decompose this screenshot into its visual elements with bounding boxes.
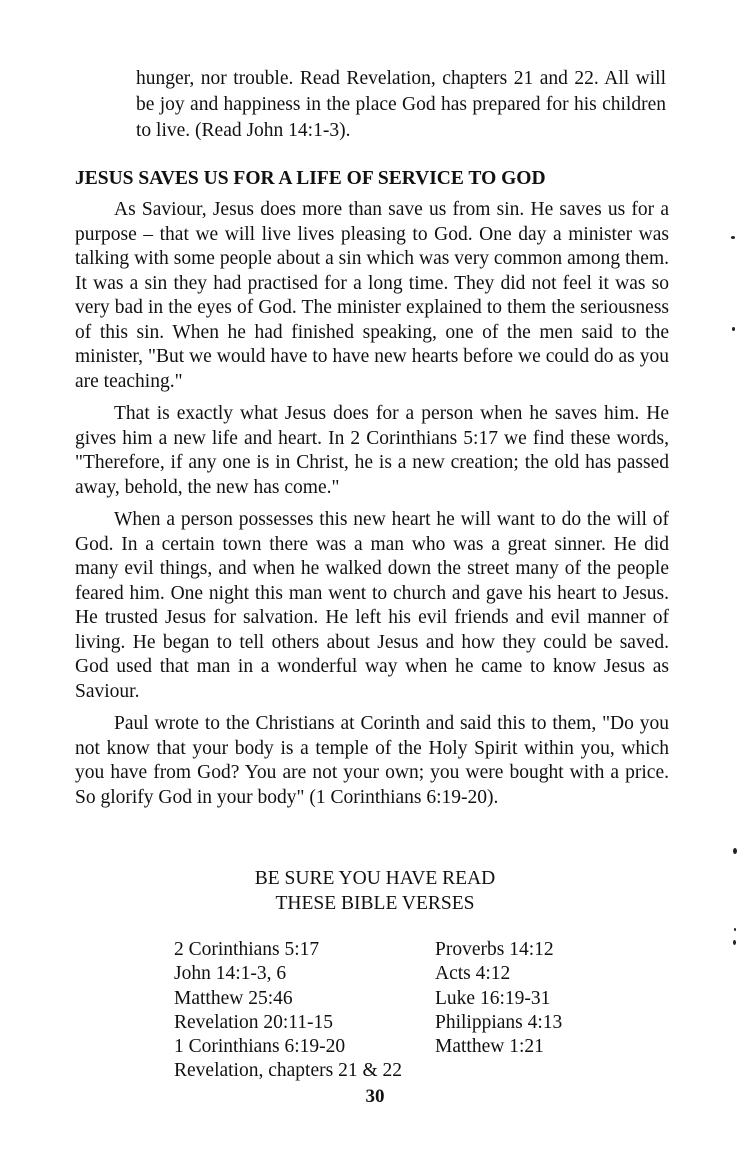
verse-reference: Acts 4:12 [435,963,511,985]
scan-speck [733,940,736,945]
paragraph-2: That is exactly what Jesus does for a person when he saves him. He gives him a new life and heart. In 2 Corinthians 5:17 we find these words, "Therefore, if any one is in Christ, he is a new creation; the old has passed away, behold, the new has come." [75,403,669,498]
page-number: 30 [365,1086,385,1107]
verse-column-left [174,938,434,1084]
verse-reference: John 14:1-3, 6 [174,963,287,985]
scan-speck [733,848,737,854]
paragraph-4: Paul wrote to the Christians at Corinth and said this to them, "Do you not know that your body is a temple of the Holy Spirit within you, which you have from God? You are not your own; you were bought with a price. So glorify God in your body" (1 Corinthians 6:19-20). [75,713,669,808]
reading-box-title [175,866,575,916]
verse-reference: Proverbs 14:12 [435,939,554,960]
verse-reference: Luke 16:19-31 [435,987,551,1009]
intro-paragraph: hunger, nor trouble. Read Revelation, chapters 21 and 22. All will be joy and happiness in the place God has prepared for his children to live. (Read John 14:1-3). [136,68,666,141]
verse-reference: Matthew 25:46 [174,987,293,1009]
verse-reference: Revelation, chapters 21 & 22 [174,1060,402,1082]
scan-speck [731,236,735,239]
verse-reference: Matthew 1:21 [435,1036,544,1058]
scan-speck [732,327,735,331]
verse-reference: Philippians 4:13 [435,1011,563,1033]
paragraph-3: When a person possesses this new heart he will want to do the will of God. In a certain town there was a man who was a great sinner. He did many evil things, and when he walked down the street many of the people feared him. One night this man went to church and gave his heart to Jesus. He trusted Jesus for salvation. He left his evil friends and evil manner of living. He began to tell others about Jesus and how they could be saved. God used that man in a wonderful way when he came to know Jesus as Saviour. [75,509,669,702]
verse-reference: 2 Corinthians 5:17 [174,939,320,960]
section-heading: JESUS SAVES US FOR A LIFE OF SERVICE TO GOD [75,168,546,189]
section-body [75,198,669,818]
verse-reference: 1 Corinthians 6:19-20 [174,1036,346,1058]
reading-box-title-line-2: THESE BIBLE VERSES [275,893,475,914]
verse-column-right [435,938,595,1059]
paragraph-1: As Saviour, Jesus does more than save us from sin. He saves us for a purpose – that we will live lives pleasing to God. One day a minister was talking with some people about a sin which was very common among them. It was a sin they had practised for a long time. They did not feel it was so very bad in the eyes of God. The minister explained to them the seriousness of this sin. When he had finished speaking, one of the men said to the minister, "But we would have to have new hearts before we could do as you are teaching." [75,199,669,392]
verse-reference: Revelation 20:11-15 [174,1011,334,1033]
scan-speck [734,928,736,931]
reading-box-title-line-1: BE SURE YOU HAVE READ [254,868,496,889]
